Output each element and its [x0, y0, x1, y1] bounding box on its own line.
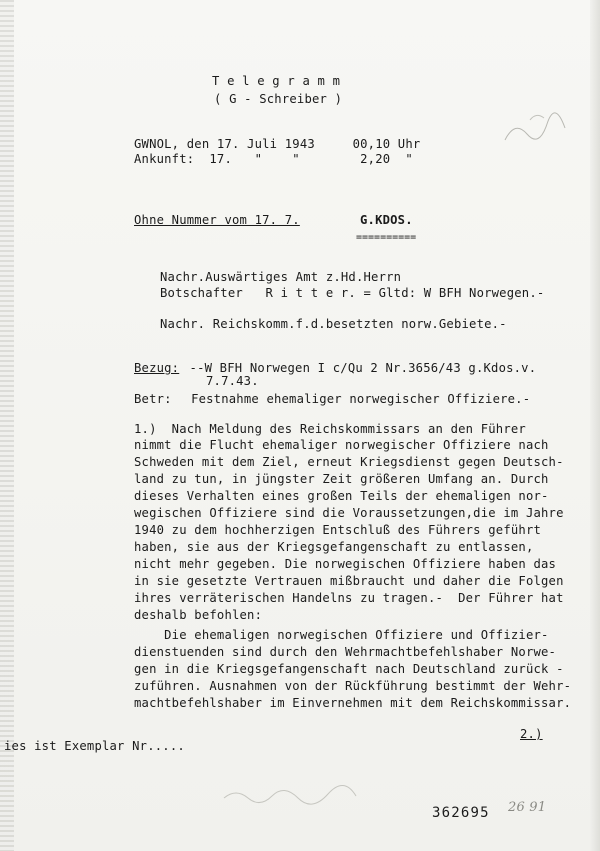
telegram-title: T e l e g r a m m — [212, 74, 341, 88]
archive-number: 362695 — [432, 805, 490, 821]
body-line: wegischen Offiziere sind die Voraussetzungen,die im Jahre — [134, 506, 564, 520]
reference-label: Bezug: — [134, 361, 180, 375]
classification-rule: ========== — [356, 232, 417, 243]
body-line: Schweden mit dem Ziel, erneut Kriegsdienst gegen Deutsch- — [134, 455, 564, 469]
copy-number-line: ies ist Exemplar Nr..... — [4, 739, 185, 753]
body-line: ihres verräterischen Handelns zu tragen.- Der Führer hat — [134, 591, 564, 605]
reference-text: --W BFH Norwegen I c/Qu 2 Nr.3656/43 g.Kdos.v. — [182, 361, 537, 375]
body-line: 1940 zu dem hochherzigen Entschluß des Führers geführt — [134, 523, 542, 537]
continuation-marker: 2.) — [520, 727, 543, 741]
recipient-line-3: Nachr. Reichskomm.f.d.besetzten norw.Gebiete.- — [160, 317, 507, 331]
body-line: zuführen. Ausnahmen von der Rückführung bestimmt der Wehr- — [134, 679, 572, 693]
body-line: in sie gesetzte Vertrauen mißbraucht und daher die Folgen — [134, 574, 564, 588]
body-line: dieses Verhalten eines großen Teils der ehemaligen nor- — [134, 489, 549, 503]
body-line: Die ehemaligen norwegischen Offiziere und Offizier- — [134, 628, 549, 642]
faint-pencil-scribble — [220, 780, 380, 810]
body-line: nicht mehr gegeben. Die norwegischen Offiziere haben das — [134, 557, 557, 571]
page-edge-right — [590, 0, 600, 851]
body-line: dienstuenden sind durch den Wehrmachtbefehlshaber Norwe- — [134, 645, 557, 659]
subject-label: Betr: — [134, 392, 172, 406]
arrival-line: Ankunft: 17. " " 2,20 " — [134, 152, 413, 166]
recipient-line-2: Botschafter R i t t e r. = Gltd: W BFH Norwegen.- — [160, 286, 545, 300]
recipient-line-1: Nachr.Auswärtiges Amt z.Hd.Herrn — [160, 270, 402, 284]
number-line: Ohne Nummer vom 17. 7. — [134, 213, 300, 227]
archive-handwritten-suffix: 26 91 — [508, 800, 547, 815]
subject-text: Festnahme ehemaliger norwegischer Offiziere.- — [176, 392, 531, 406]
body-line: nimmt die Flucht ehemaliger norwegischer Offiziere nach — [134, 438, 549, 452]
body-line: machtbefehlshaber im Einvernehmen mit dem Reichskommissar. — [134, 696, 572, 710]
body-line: deshalb befohlen: — [134, 608, 263, 622]
body-line: haben, sie aus der Kriegsgefangenschaft zu entlassen, — [134, 540, 534, 554]
body-line: land zu tun, in jüngster Zeit größeren Umfang an. Durch — [134, 472, 549, 486]
reference-date: 7.7.43. — [206, 374, 259, 388]
body-line: 1.) Nach Meldung des Reichskommissars an den Führer — [134, 422, 526, 436]
faint-pencil-mark — [500, 100, 580, 160]
classification-mark: G.KDOS. — [360, 213, 413, 227]
origin-line: GWNOL, den 17. Juli 1943 00,10 Uhr — [134, 137, 421, 151]
page-edge-left — [0, 0, 14, 851]
telegram-subtitle: ( G - Schreiber ) — [214, 92, 343, 106]
body-line: gen in die Kriegsgefangenschaft nach Deutschland zurück - — [134, 662, 564, 676]
